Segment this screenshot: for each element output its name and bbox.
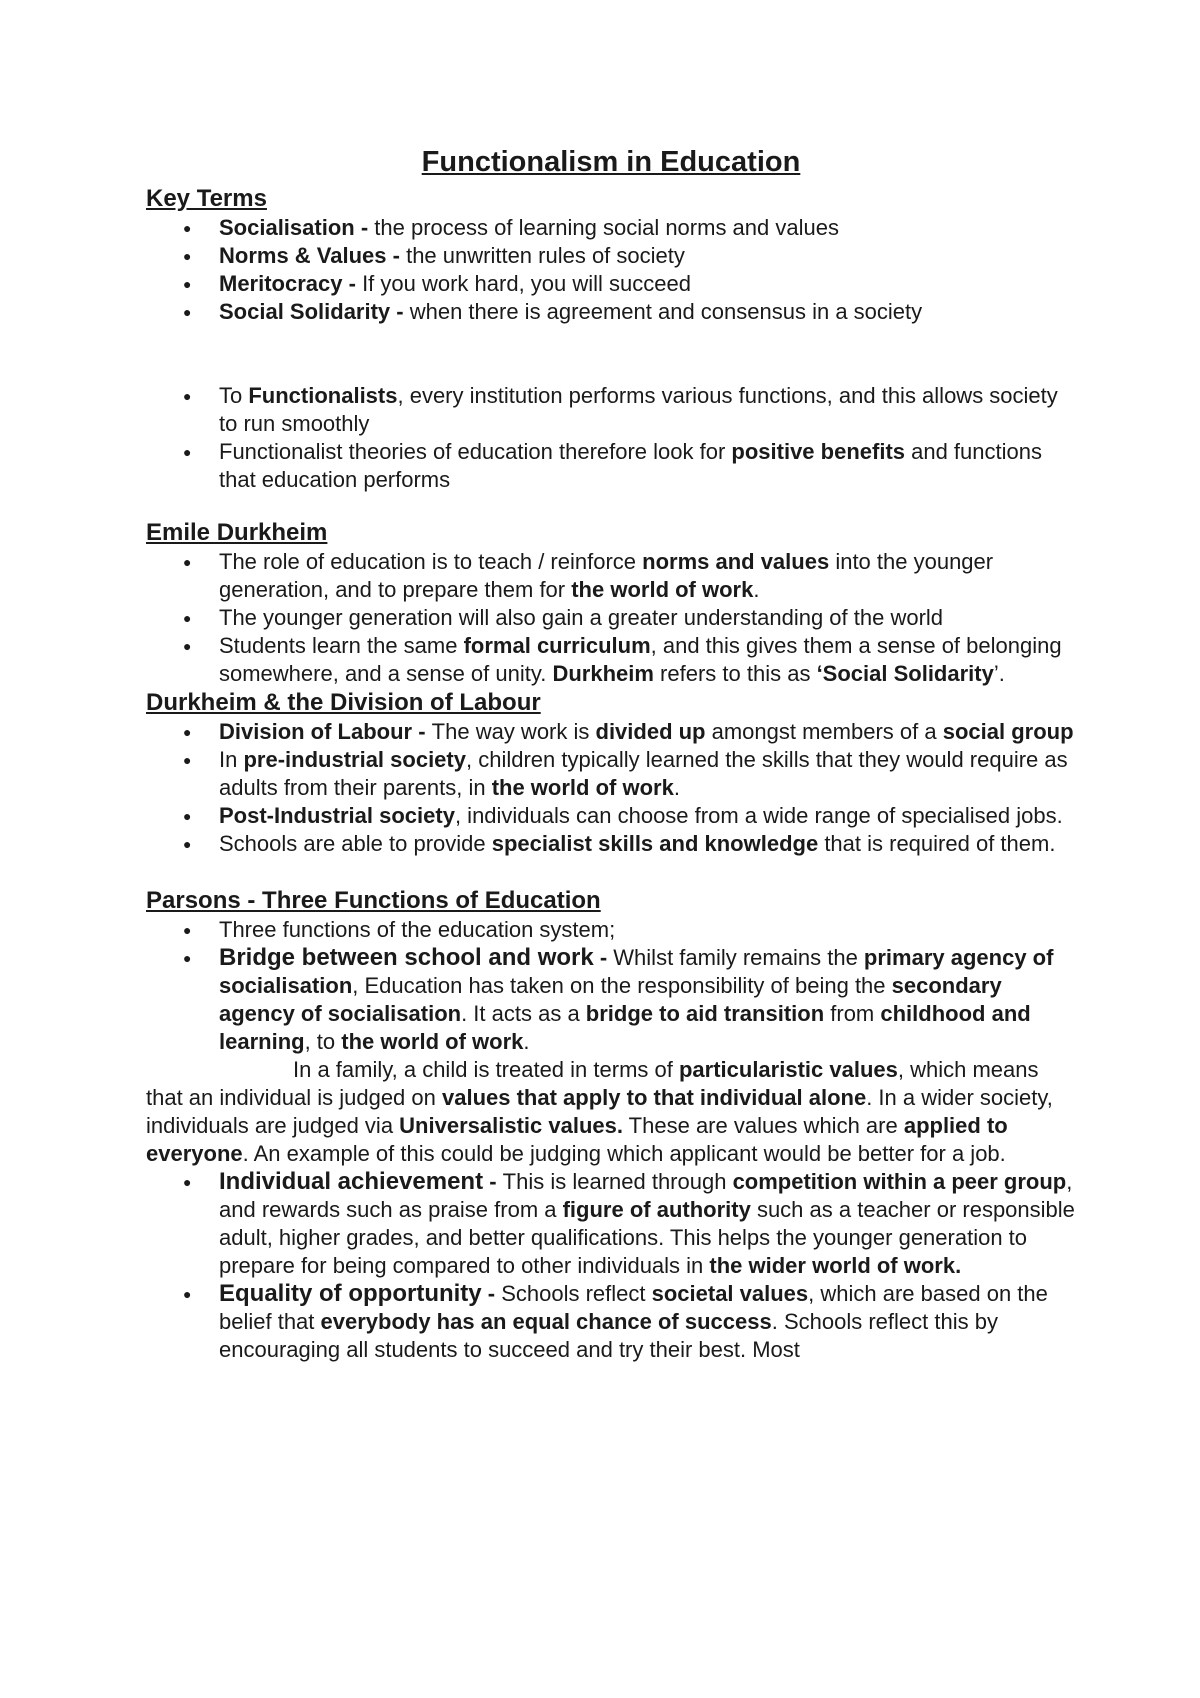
division-of-labour-heading: Durkheim & the Division of Labour	[146, 689, 541, 716]
page-title: Functionalism in Education	[421, 146, 801, 178]
list-item: ● Equality of opportunity - Schools reflect societal values, which are based on the belief that everybody has an equal chance of success. Schools reflect this by encouraging all students to succeed and try their best. Most	[146, 1280, 1076, 1364]
list-item: ● The role of education is to teach / reinforce norms and values into the younger generation, and to prepare them for the world of work.	[146, 548, 1076, 604]
body-paragraph: In a family, a child is treated in terms of particularistic values, which means that an individual is judged on values that apply to that individual alone. In a wider society, individuals are judged via Universalistic values. These are values which are applied to everyone. An example of this could be judging which applicant would be better for a job.	[146, 1057, 1053, 1166]
document-content	[146, 144, 1076, 1364]
list-item: ● Schools are able to provide specialist skills and knowledge that is required of them.	[146, 830, 1076, 858]
durkheim-heading: Emile Durkheim	[146, 519, 328, 546]
parsons-heading: Parsons - Three Functions of Education	[146, 887, 601, 914]
list-item: ● Socialisation - the process of learning social norms and values	[146, 214, 1076, 242]
list-item: ● Meritocracy - If you work hard, you will succeed	[146, 270, 1076, 298]
list-item: ● Division of Labour - The way work is divided up amongst members of a social group	[146, 718, 1076, 746]
list-item: ● Students learn the same formal curriculum, and this gives them a sense of belonging somewhere, and a sense of unity. Durkheim refers to this as ‘Social Solidarity’.	[146, 632, 1076, 688]
key-terms-heading: Key Terms	[146, 185, 267, 212]
list-item: ● Social Solidarity - when there is agreement and consensus in a society	[146, 298, 1076, 326]
spacer	[146, 858, 1076, 886]
list-item: ● The younger generation will also gain a greater understanding of the world	[146, 604, 1076, 632]
list-item: ● Individual achievement - This is learned through competition within a peer group, and rewards such as praise from a figure of authority such as a teacher or responsible adult, higher grades, and better qualifications. This helps the younger generation to prepare for being compared to other individuals in the wider world of work.	[146, 1168, 1076, 1280]
spacer	[146, 494, 1076, 518]
parsons-list	[146, 916, 1076, 1056]
intro-list	[146, 382, 1076, 494]
list-item: ● Norms & Values - the unwritten rules of society	[146, 242, 1076, 270]
list-item: ● To Functionalists, every institution performs various functions, and this allows society to run smoothly	[146, 382, 1076, 438]
list-item: ● Three functions of the education system;	[146, 916, 1076, 944]
list-item: ● Functionalist theories of education therefore look for positive benefits and functions that education performs	[146, 438, 1076, 494]
list-item: ● Post-Industrial society, individuals can choose from a wide range of specialised jobs.	[146, 802, 1076, 830]
spacer	[146, 326, 1076, 382]
durkheim-list	[146, 548, 1076, 688]
parsons-list-continued	[146, 1168, 1076, 1364]
key-terms-list	[146, 214, 1076, 326]
list-item: ● In pre-industrial society, children typically learned the skills that they would require as adults from their parents, in the world of work.	[146, 746, 1076, 802]
division-list	[146, 718, 1076, 858]
list-item: ● Bridge between school and work - Whilst family remains the primary agency of socialisation, Education has taken on the responsibility of being the secondary agency of socialisation. It acts as a bridge to aid transition from childhood and learning, to the world of work.	[146, 944, 1076, 1056]
